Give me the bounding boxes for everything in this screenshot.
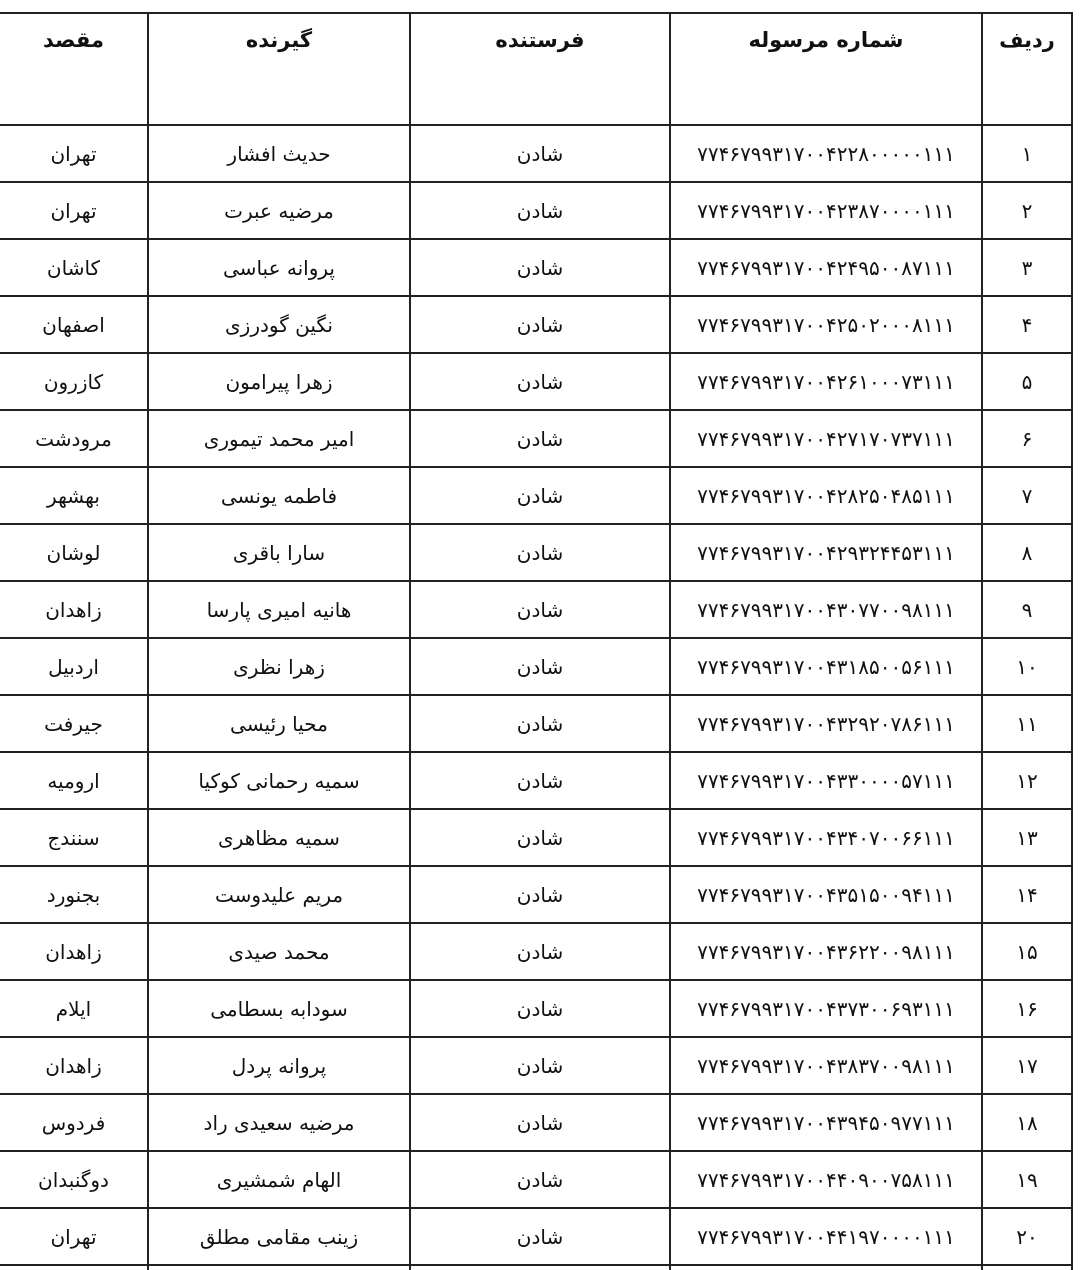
row-number-cell: ۱۶ bbox=[982, 980, 1072, 1037]
destination-cell: بهشهر bbox=[0, 467, 148, 524]
table-row bbox=[0, 1094, 1072, 1151]
header-tracking-number: شماره مرسوله bbox=[670, 13, 982, 125]
sender-cell: شادن bbox=[410, 1094, 670, 1151]
recipient-cell: پروانه عباسی bbox=[148, 239, 410, 296]
shipments-table bbox=[0, 12, 1073, 1270]
table-row bbox=[0, 1151, 1072, 1208]
table-row bbox=[0, 296, 1072, 353]
header-row-number: ردیف bbox=[982, 13, 1072, 125]
destination-cell: سنندج bbox=[0, 809, 148, 866]
table-row bbox=[0, 752, 1072, 809]
table-row bbox=[0, 524, 1072, 581]
destination-cell: فردوس bbox=[0, 1094, 148, 1151]
header-row bbox=[0, 13, 1072, 125]
row-number-cell: ۱۷ bbox=[982, 1037, 1072, 1094]
table-row bbox=[0, 239, 1072, 296]
row-number-cell: ۵ bbox=[982, 353, 1072, 410]
tracking-number-cell: ۷۷۴۶۷۹۹۳۱۷۰۰۴۴۱۹۷۰۰۰۰۱۱۱ bbox=[670, 1208, 982, 1265]
destination-cell: کاشان bbox=[0, 239, 148, 296]
recipient-cell: سارا باقری bbox=[148, 524, 410, 581]
table-row bbox=[0, 353, 1072, 410]
recipient-cell: هانیه امیری پارسا bbox=[148, 581, 410, 638]
tracking-number-cell: ۷۷۴۶۷۹۹۳۱۷۰۰۴۲۶۱۰۰۰۷۳۱۱۱ bbox=[670, 353, 982, 410]
recipient-cell: نگین گودرزی bbox=[148, 296, 410, 353]
row-number-cell: ۸ bbox=[982, 524, 1072, 581]
table-body bbox=[0, 125, 1072, 1270]
recipient-cell: سودابه بسطامی bbox=[148, 980, 410, 1037]
row-number-cell: ۱۳ bbox=[982, 809, 1072, 866]
sender-cell: شادن bbox=[410, 239, 670, 296]
row-number-cell: ۹ bbox=[982, 581, 1072, 638]
sender-cell: شادن bbox=[410, 410, 670, 467]
table-row bbox=[0, 581, 1072, 638]
row-number-cell: ۱۵ bbox=[982, 923, 1072, 980]
sender-cell: شادن bbox=[410, 524, 670, 581]
row-number-cell: ۱۹ bbox=[982, 1151, 1072, 1208]
table-row bbox=[0, 182, 1072, 239]
destination-cell: ایلام bbox=[0, 980, 148, 1037]
sender-cell: شادن bbox=[410, 1037, 670, 1094]
sender-cell: شادن bbox=[410, 695, 670, 752]
table-row bbox=[0, 1265, 1072, 1270]
recipient-cell: پروانه پردل bbox=[148, 1037, 410, 1094]
destination-cell: تهران bbox=[0, 125, 148, 182]
header-recipient: گیرنده bbox=[148, 13, 410, 125]
destination-cell: اردبیل bbox=[0, 638, 148, 695]
sender-cell: شادن bbox=[410, 182, 670, 239]
sender-cell: شادن bbox=[410, 1208, 670, 1265]
destination-cell: زاهدان bbox=[0, 581, 148, 638]
destination-cell: کازرون bbox=[0, 353, 148, 410]
tracking-number-cell: ۷۷۴۶۷۹۹۳۱۷۰۰۴۲۲۸۰۰۰۰۰۱۱۱ bbox=[670, 125, 982, 182]
sender-cell: شادن bbox=[410, 1151, 670, 1208]
tracking-number-cell: ۷۷۴۶۷۹۹۳۱۷۰۰۴۳۵۱۵۰۰۹۴۱۱۱ bbox=[670, 866, 982, 923]
sender-cell: شادن bbox=[410, 353, 670, 410]
row-number-cell: ۴ bbox=[982, 296, 1072, 353]
sender-cell: شادن bbox=[410, 638, 670, 695]
tracking-number-cell: ۷۷۴۶۷۹۹۳۱۷۰۰۴۳۸۳۷۰۰۹۸۱۱۱ bbox=[670, 1037, 982, 1094]
row-number-cell: ۱۲ bbox=[982, 752, 1072, 809]
recipient-cell: فاطمه یونسی bbox=[148, 467, 410, 524]
row-number-cell: ۲ bbox=[982, 182, 1072, 239]
row-number-cell: ۱۴ bbox=[982, 866, 1072, 923]
table-row bbox=[0, 866, 1072, 923]
row-number-cell: ۱۰ bbox=[982, 638, 1072, 695]
recipient-cell: محیا رئیسی bbox=[148, 695, 410, 752]
sender-cell: شادن bbox=[410, 125, 670, 182]
destination-cell: زاهدان bbox=[0, 923, 148, 980]
destination-cell: ارومیه bbox=[0, 752, 148, 809]
recipient-cell: سمیه مظاهری bbox=[148, 809, 410, 866]
table-row bbox=[0, 125, 1072, 182]
tracking-number-cell: ۷۷۴۶۷۹۹۳۱۷۰۰۴۲۳۸۷۰۰۰۰۱۱۱ bbox=[670, 182, 982, 239]
table-row bbox=[0, 980, 1072, 1037]
tracking-number-cell: ۷۷۴۶۷۹۹۳۱۷۰۰۴۲۷۱۷۰۷۳۷۱۱۱ bbox=[670, 410, 982, 467]
recipient-cell: مریم علیدوست bbox=[148, 866, 410, 923]
tracking-number-cell: ۷۷۴۶۷۹۹۳۱۷۰۰۴۲۸۲۵۰۴۸۵۱۱۱ bbox=[670, 467, 982, 524]
destination-cell: لوشان bbox=[0, 524, 148, 581]
sender-cell bbox=[410, 1265, 670, 1270]
table-row bbox=[0, 695, 1072, 752]
recipient-cell: امیر محمد تیموری bbox=[148, 410, 410, 467]
recipient-cell: زهرا پیرامون bbox=[148, 353, 410, 410]
row-number-cell: ۱۱ bbox=[982, 695, 1072, 752]
tracking-number-cell: ۷۷۴۶۷۹۹۳۱۷۰۰۴۳۹۴۵۰۹۷۷۱۱۱ bbox=[670, 1094, 982, 1151]
sender-cell: شادن bbox=[410, 752, 670, 809]
recipient-cell: زینب مقامی مطلق bbox=[148, 1208, 410, 1265]
recipient-cell: مرضیه عبرت bbox=[148, 182, 410, 239]
destination-cell: تهران bbox=[0, 1208, 148, 1265]
recipient-cell: حدیث افشار bbox=[148, 125, 410, 182]
sender-cell: شادن bbox=[410, 296, 670, 353]
table-row bbox=[0, 410, 1072, 467]
table-row bbox=[0, 1208, 1072, 1265]
tracking-number-cell: ۷۷۴۶۷۹۹۳۱۷۰۰۴۳۳۰۰۰۰۵۷۱۱۱ bbox=[670, 752, 982, 809]
table-row bbox=[0, 923, 1072, 980]
row-number-cell bbox=[982, 1265, 1072, 1270]
tracking-number-cell: ۷۷۴۶۷۹۹۳۱۷۰۰۴۳۱۸۵۰۰۵۶۱۱۱ bbox=[670, 638, 982, 695]
table-row bbox=[0, 1037, 1072, 1094]
recipient-cell: الهام شمشیری bbox=[148, 1151, 410, 1208]
row-number-cell: ۷ bbox=[982, 467, 1072, 524]
tracking-number-cell: ۷۷۴۶۷۹۹۳۱۷۰۰۴۳۴۰۷۰۰۶۶۱۱۱ bbox=[670, 809, 982, 866]
row-number-cell: ۳ bbox=[982, 239, 1072, 296]
tracking-number-cell: ۷۷۴۶۷۹۹۳۱۷۰۰۴۳۰۷۷۰۰۹۸۱۱۱ bbox=[670, 581, 982, 638]
recipient-cell: مرضیه سعیدی راد bbox=[148, 1094, 410, 1151]
destination-cell: دوگنبدان bbox=[0, 1151, 148, 1208]
destination-cell: اصفهان bbox=[0, 296, 148, 353]
row-number-cell: ۶ bbox=[982, 410, 1072, 467]
destination-cell bbox=[0, 1265, 148, 1270]
destination-cell: تهران bbox=[0, 182, 148, 239]
row-number-cell: ۱۸ bbox=[982, 1094, 1072, 1151]
table-row bbox=[0, 467, 1072, 524]
destination-cell: جیرفت bbox=[0, 695, 148, 752]
table-row bbox=[0, 638, 1072, 695]
tracking-number-cell: ۷۷۴۶۷۹۹۳۱۷۰۰۴۳۲۹۲۰۷۸۶۱۱۱ bbox=[670, 695, 982, 752]
recipient-cell: سمیه رحمانی کوکیا bbox=[148, 752, 410, 809]
row-number-cell: ۲۰ bbox=[982, 1208, 1072, 1265]
tracking-number-cell bbox=[670, 1265, 982, 1270]
sender-cell: شادن bbox=[410, 581, 670, 638]
header-sender: فرستنده bbox=[410, 13, 670, 125]
recipient-cell bbox=[148, 1265, 410, 1270]
sender-cell: شادن bbox=[410, 980, 670, 1037]
recipient-cell: زهرا نظری bbox=[148, 638, 410, 695]
sender-cell: شادن bbox=[410, 866, 670, 923]
recipient-cell: محمد صیدی bbox=[148, 923, 410, 980]
sender-cell: شادن bbox=[410, 923, 670, 980]
destination-cell: بجنورد bbox=[0, 866, 148, 923]
header-destination: مقصد bbox=[0, 13, 148, 125]
table-row bbox=[0, 809, 1072, 866]
tracking-number-cell: ۷۷۴۶۷۹۹۳۱۷۰۰۴۳۷۳۰۰۶۹۳۱۱۱ bbox=[670, 980, 982, 1037]
sender-cell: شادن bbox=[410, 809, 670, 866]
tracking-number-cell: ۷۷۴۶۷۹۹۳۱۷۰۰۴۲۴۹۵۰۰۸۷۱۱۱ bbox=[670, 239, 982, 296]
destination-cell: زاهدان bbox=[0, 1037, 148, 1094]
tracking-number-cell: ۷۷۴۶۷۹۹۳۱۷۰۰۴۲۵۰۲۰۰۰۸۱۱۱ bbox=[670, 296, 982, 353]
destination-cell: مرودشت bbox=[0, 410, 148, 467]
sender-cell: شادن bbox=[410, 467, 670, 524]
tracking-number-cell: ۷۷۴۶۷۹۹۳۱۷۰۰۴۲۹۳۲۴۴۵۳۱۱۱ bbox=[670, 524, 982, 581]
tracking-number-cell: ۷۷۴۶۷۹۹۳۱۷۰۰۴۴۰۹۰۰۷۵۸۱۱۱ bbox=[670, 1151, 982, 1208]
tracking-number-cell: ۷۷۴۶۷۹۹۳۱۷۰۰۴۳۶۲۲۰۰۹۸۱۱۱ bbox=[670, 923, 982, 980]
row-number-cell: ۱ bbox=[982, 125, 1072, 182]
